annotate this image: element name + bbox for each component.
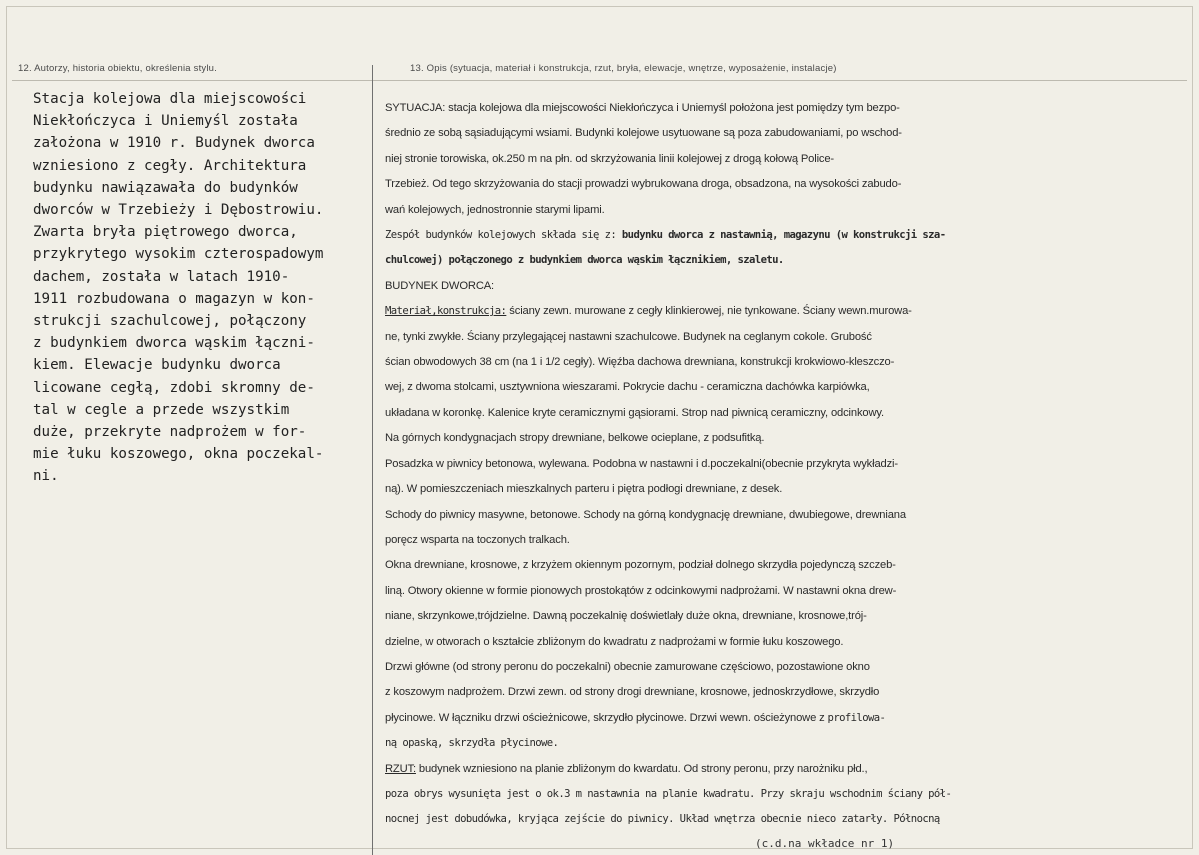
- text-line: [385, 757, 1185, 782]
- history-line: dworców w Trzebieży i Dębostrowiu.: [33, 202, 324, 219]
- text-line: Na górnych kondygnacjach stropy drewniane, belkowe ocieplane, z podsufitką.: [385, 432, 765, 445]
- text-span: profilowa-: [827, 711, 886, 724]
- text-line: [385, 299, 1185, 324]
- history-text: [33, 88, 373, 488]
- history-line: przykrytego wysokim czterospadowym: [33, 246, 324, 263]
- text-span: Zespół budynków kolejowych składa się z:: [385, 229, 622, 242]
- history-line: z budynkiem dworca wąskim łączni-: [33, 335, 315, 352]
- text-line: [385, 706, 1185, 731]
- text-line: Posadzka w piwnicy betonowa, wylewana. Podobna w nastawni i d.poczekalni(obecnie przykryta wykładzi-: [385, 457, 898, 470]
- section-label: Materiał,konstrukcja:: [385, 305, 507, 318]
- section-heading: BUDYNEK DWORCA:: [385, 279, 495, 292]
- text-line: SYTUACJA: stacja kolejowa dla miejscowości Niekłończyca i Uniemyśl położona jest pomiędzy tym bezpo-: [385, 102, 900, 114]
- text-line: ną opaską, skrzydła płycinowe.: [385, 737, 559, 750]
- history-line: mie łuku koszowego, okna poczekal-: [33, 446, 324, 463]
- text-line: układana w koronkę. Kalenice kryte ceramicznymi gąsiorami. Strop nad piwnicą ceramiczny, odcinkowy.: [385, 406, 884, 419]
- text-line: ną). W pomieszczeniach mieszkalnych parteru i piętra podłogi drewniane, z desek.: [385, 483, 783, 496]
- history-line: strukcji szachulcowej, połączony: [33, 313, 307, 330]
- text-line: z koszowym nadprożem. Drzwi zewn. od strony drogi drewniane, krosnowe, jednoskrzydłowe, skrzydło: [385, 686, 880, 699]
- text-span: płycinowe. W łączniku drzwi ościeżnicowe, skrzydło płycinowe. Drzwi wewn. ościeżynowe z: [385, 711, 828, 724]
- text-line: niane, skrzynkowe,trójdzielne. Dawną poczekalnię doświetlały duże okna, drewniane, krosnowe,trój-: [385, 610, 867, 623]
- text-line: Schody do piwnicy masywne, betonowe. Schody na górną kondygnację drewniane, dwubiegowe, drewniana: [385, 508, 906, 521]
- text-span-bold: budynku dworca z nastawnią, magazynu (w konstrukcji sza-: [621, 229, 946, 242]
- history-line: duże, przekryte nadprożem w for-: [33, 424, 307, 441]
- text-line: poręcz wsparta na toczonych tralkach.: [385, 533, 570, 546]
- text-line: Trzebież. Od tego skrzyżowania do stacji prowadzi wybrukowana droga, obsadzona, na wysokości zabudo-: [385, 178, 902, 191]
- text-line: liną. Otwory okienne w formie pionowych prostokątów z odcinkowymi nadprożami. W nastawni okna drew-: [385, 584, 897, 597]
- history-line: Stacja kolejowa dla miejscowości: [33, 91, 307, 107]
- text-line: ne, tynki zwykłe. Ściany przylegającej nastawni szachulcowe. Budynek na ceglanym cokole. Grubość: [385, 330, 872, 343]
- header-divider: [12, 80, 1187, 81]
- right-column-header: 13. Opis (sytuacja, materiał i konstrukcja, rzut, bryła, elewacje, wnętrze, wyposażenie, instalacje): [410, 63, 837, 74]
- history-line: założona w 1910 r. Budynek dworca: [33, 135, 315, 152]
- description-text: [385, 96, 1185, 833]
- history-line: 1911 rozbudowana o magazyn w kon-: [33, 290, 315, 307]
- history-line: Niekłończyca i Uniemyśl została: [33, 113, 298, 130]
- history-line: budynku nawiązawała do budynków: [33, 179, 298, 196]
- history-line: licowane cegłą, zdobi skromny de-: [33, 379, 315, 396]
- history-line: dachem, została w latach 1910-: [33, 268, 290, 285]
- text-line: wej, z dwoma stolcami, usztywniona wieszarami. Pokrycie dachu - ceramiczna dachówka karpiówka,: [385, 381, 870, 394]
- text-span: ściany zewn. murowane z cegły klinkierowej, nie tynkowane. Ściany wewn.murowa-: [506, 305, 912, 318]
- history-line: wzniesiono z cegły. Architektura: [33, 157, 307, 174]
- history-line: ni.: [33, 468, 59, 485]
- history-line: tal w cegle a przede wszystkim: [33, 401, 290, 418]
- continuation-note: (c.d.na wkładce nr 1): [755, 837, 895, 850]
- text-line: wań kolejowych, jednostronnie starymi lipami.: [385, 203, 605, 216]
- section-label: RZUT:: [385, 762, 416, 775]
- history-line: kiem. Elewacje budynku dworca: [33, 357, 281, 374]
- text-line: [385, 223, 1185, 248]
- text-line: Drzwi główne (od strony peronu do poczekalni) obecnie zamurowane częściowo, pozostawione okno: [385, 660, 870, 673]
- text-line: poza obrys wysunięta jest o ok.3 m nastawnia na planie kwadratu. Przy skraju wschodnim ściany pół-: [385, 787, 952, 800]
- text-line: dzielne, w otworach o kształcie zbliżonym do kwadratu z nadprożami w formie łuku koszowego.: [385, 635, 844, 648]
- text-line: nocnej jest dobudówka, kryjąca zejście do piwnicy. Układ wnętrza obecnie nieco zatarły. Północną: [385, 813, 940, 826]
- text-line: chulcowej) połączonego z budynkiem dworca wąskim łącznikiem, szaletu.: [385, 254, 784, 267]
- history-line: Zwarta bryła piętrowego dworca,: [33, 224, 298, 241]
- text-line: ścian obwodowych 38 cm (na 1 i 1/2 cegły). Więźba dachowa drewniana, konstrukcji krokwiowo-kleszczo-: [385, 356, 895, 369]
- text-line: niej stronie torowiska, ok.250 m na płn. od skrzyżowania linii kolejowej z drogą kołową Police-: [385, 152, 835, 165]
- text-span: budynek wzniesiono na planie zbliżonym do kwardatu. Od strony peronu, przy narożniku płd.,: [415, 762, 868, 775]
- text-line: średnio ze sobą sąsiadującymi wsiami. Budynki kolejowe usytuowane są poza zabudowaniami, po wschod-: [385, 127, 902, 140]
- left-column-header: 12. Autorzy, historia obiektu, określenia stylu.: [18, 63, 217, 74]
- text-line: Okna drewniane, krosnowe, z krzyżem okiennym pozornym, podział dolnego skrzydła pojedynczą szczeb-: [385, 559, 896, 572]
